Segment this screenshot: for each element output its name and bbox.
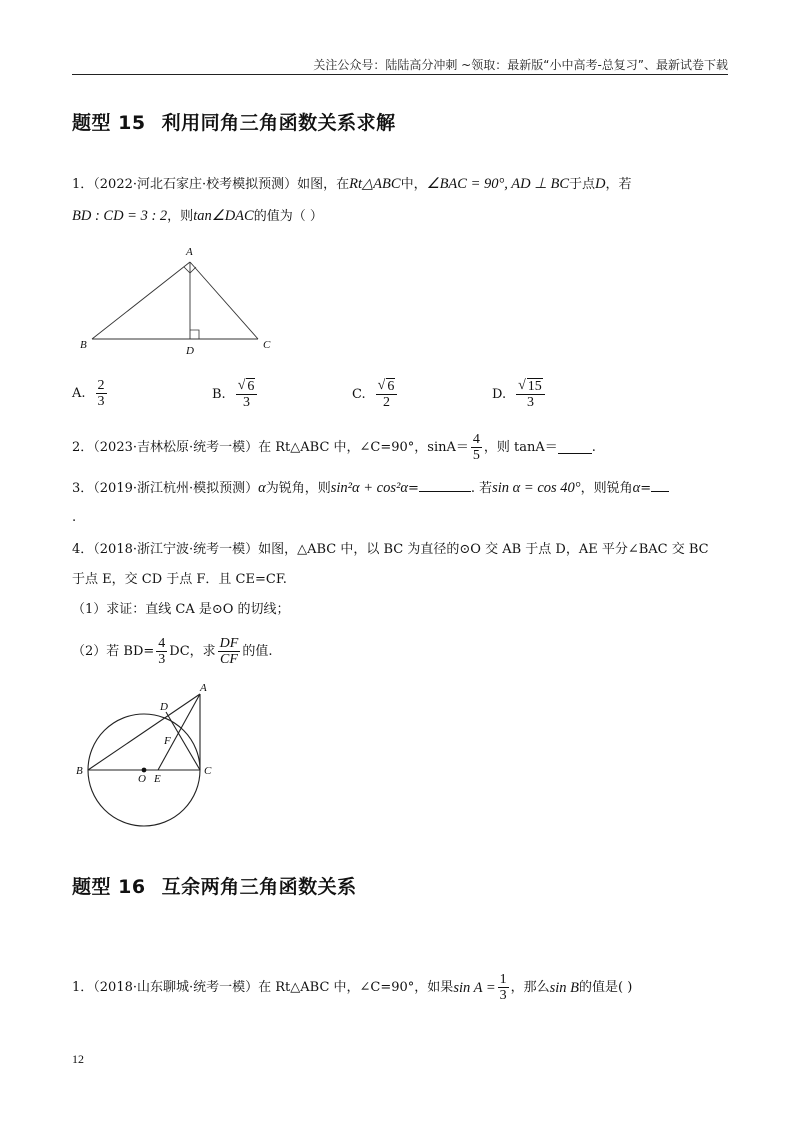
q3-alpha: α [258,480,266,496]
q4-part2-text-b: DC，求 [169,643,216,659]
section-title: 利用同角三角函数关系求解 [161,112,396,134]
choice-a[interactable] [72,378,109,409]
circle-figure [74,680,234,840]
vertex-label-b: B [76,765,83,777]
center-label-o: O [138,773,146,785]
q3-text-5: ，则锐角 [580,481,633,496]
question-16-1 [72,972,632,1003]
page-number: 12 [72,1052,84,1066]
question-1-line-2 [72,206,323,227]
vertex-label-d: D [186,345,194,357]
denominator: 3 [526,395,534,410]
question-3 [72,478,669,499]
q5-fraction [498,972,509,1003]
fraction [516,378,545,410]
q3-identity-expr: sin²α + cos²α [330,480,408,496]
q1-mid2: 于点 [569,177,596,192]
q3-sin-cos-expr: sin α = cos 40° [492,480,581,496]
numerator: √ 15 [516,378,545,395]
answer-blank[interactable] [558,441,592,454]
numerator: 1 [499,972,507,987]
numerator: DF [219,636,239,651]
q2-end: . [591,439,596,455]
q5-text-3: 的值是( ) [579,979,633,995]
question-1-line-1 [72,174,632,195]
q1-rt: Rt [349,176,363,192]
choice-d[interactable] [492,378,547,410]
denominator: 3 [97,394,105,409]
denominator: 3 [243,395,251,410]
q1-line2-end: 的值为（ ） [253,209,323,224]
q1-mid1: 中， [400,177,427,192]
radicand: 15 [527,379,542,394]
q1-prefix: 1．（2022·河北石家庄·校考模拟预测）如图，在 [72,177,350,192]
choice-label: C. [352,386,366,402]
choice-label: D. [492,386,507,402]
choice-b[interactable] [212,378,259,410]
q5-sin-a-expr: sin A = [453,979,496,996]
question-4-part-2 [72,636,272,667]
q2-fraction [471,432,482,463]
vertex-label-c: C [263,339,271,351]
numerator: √ 6 [376,378,398,395]
vertex-label-f: F [164,735,171,747]
q3-text-4: . 若 [470,481,493,496]
q5-text-2: ，那么 [510,979,550,995]
fraction [376,378,398,410]
vertex-label-c: C [204,765,212,777]
choice-label: A. [72,386,86,401]
denominator: 5 [472,448,480,463]
section-title: 互余两角三角函数关系 [161,876,357,898]
numerator: 4 [472,432,480,447]
numerator: 4 [158,636,166,651]
q3-text-2: 为锐角，则 [265,481,331,496]
denominator: CF [220,652,238,667]
choice-c[interactable] [352,378,399,410]
section-number: 题型 16 [72,876,146,898]
question-3-cont: . [72,510,77,525]
q1-triangle: △ABC [362,176,401,192]
q2-text-2: ，则 tanA＝ [483,439,558,455]
page-header: 关注公众号：陆陆高分冲刺 ~领取：最新版“小中高考-总复习”、最新试卷下载 [313,58,728,72]
numerator: √ 6 [236,378,258,395]
q3-text-1: 3．（2019·浙江杭州·模拟预测） [72,481,259,496]
section-heading-15 [72,108,396,135]
q3-equals: = [640,481,652,496]
q2-text-1: 2．（2023·吉林松原·统考一模）在 Rt△ABC 中，∠C=90°，sinA＝ [72,439,469,455]
radicand: 6 [247,379,255,394]
q1-line2-mid: ，则 [167,209,194,224]
vertex-label-b: B [80,339,87,351]
q4-target-fraction [218,636,241,667]
denominator: 3 [499,988,507,1003]
radicand: 6 [387,379,395,394]
question-4-line-2: 于点 E，交 CD 于点 F．且 CE=CF. [72,572,287,587]
header-rule [72,74,728,75]
question-4-line-1: 4．（2018·浙江宁波·统考一模）如图，△ABC 中，以 BC 为直径的⊙O 交 AB 于点 D，AE 平分∠BAC 交 BC [72,542,709,557]
q5-text-1: 1．（2018·山东聊城·统考一模）在 Rt△ABC 中，∠C=90°，如果 [72,979,454,995]
choice-label: B. [212,386,226,402]
fraction [96,378,107,409]
section-heading-16 [72,872,357,899]
denominator: 2 [382,395,390,410]
q1-point: D [595,176,606,192]
section-number: 题型 15 [72,112,146,134]
q1-ratio: BD : CD = 3 : 2 [72,208,168,224]
vertex-label-d: D [160,701,168,713]
question-2 [72,432,596,463]
answer-blank[interactable] [419,479,471,492]
numerator: 2 [97,378,105,393]
q4-part2-text-a: （2）若 BD= [72,643,155,659]
denominator: 3 [158,652,166,667]
q1-angle-condition: ∠BAC = 90°, AD ⊥ BC [426,176,570,192]
answer-blank[interactable] [651,479,669,492]
triangle-figure [80,244,280,360]
vertex-label-a: A [200,682,207,694]
vertex-label-e: E [154,773,161,785]
q1-tan-expr: tan∠DAC [193,208,254,224]
q4-part2-text-c: 的值. [242,643,273,659]
q3-equals: = [407,481,419,496]
q4-ratio-fraction [156,636,167,667]
question-4-part-1: （1）求证：直线 CA 是⊙O 的切线； [72,602,290,617]
q3-alpha: α [632,480,641,496]
fraction [236,378,258,410]
vertex-label-a: A [186,246,193,258]
q5-sin-b-expr: sin B [549,979,580,996]
q1-suffix: ，若 [605,177,632,192]
